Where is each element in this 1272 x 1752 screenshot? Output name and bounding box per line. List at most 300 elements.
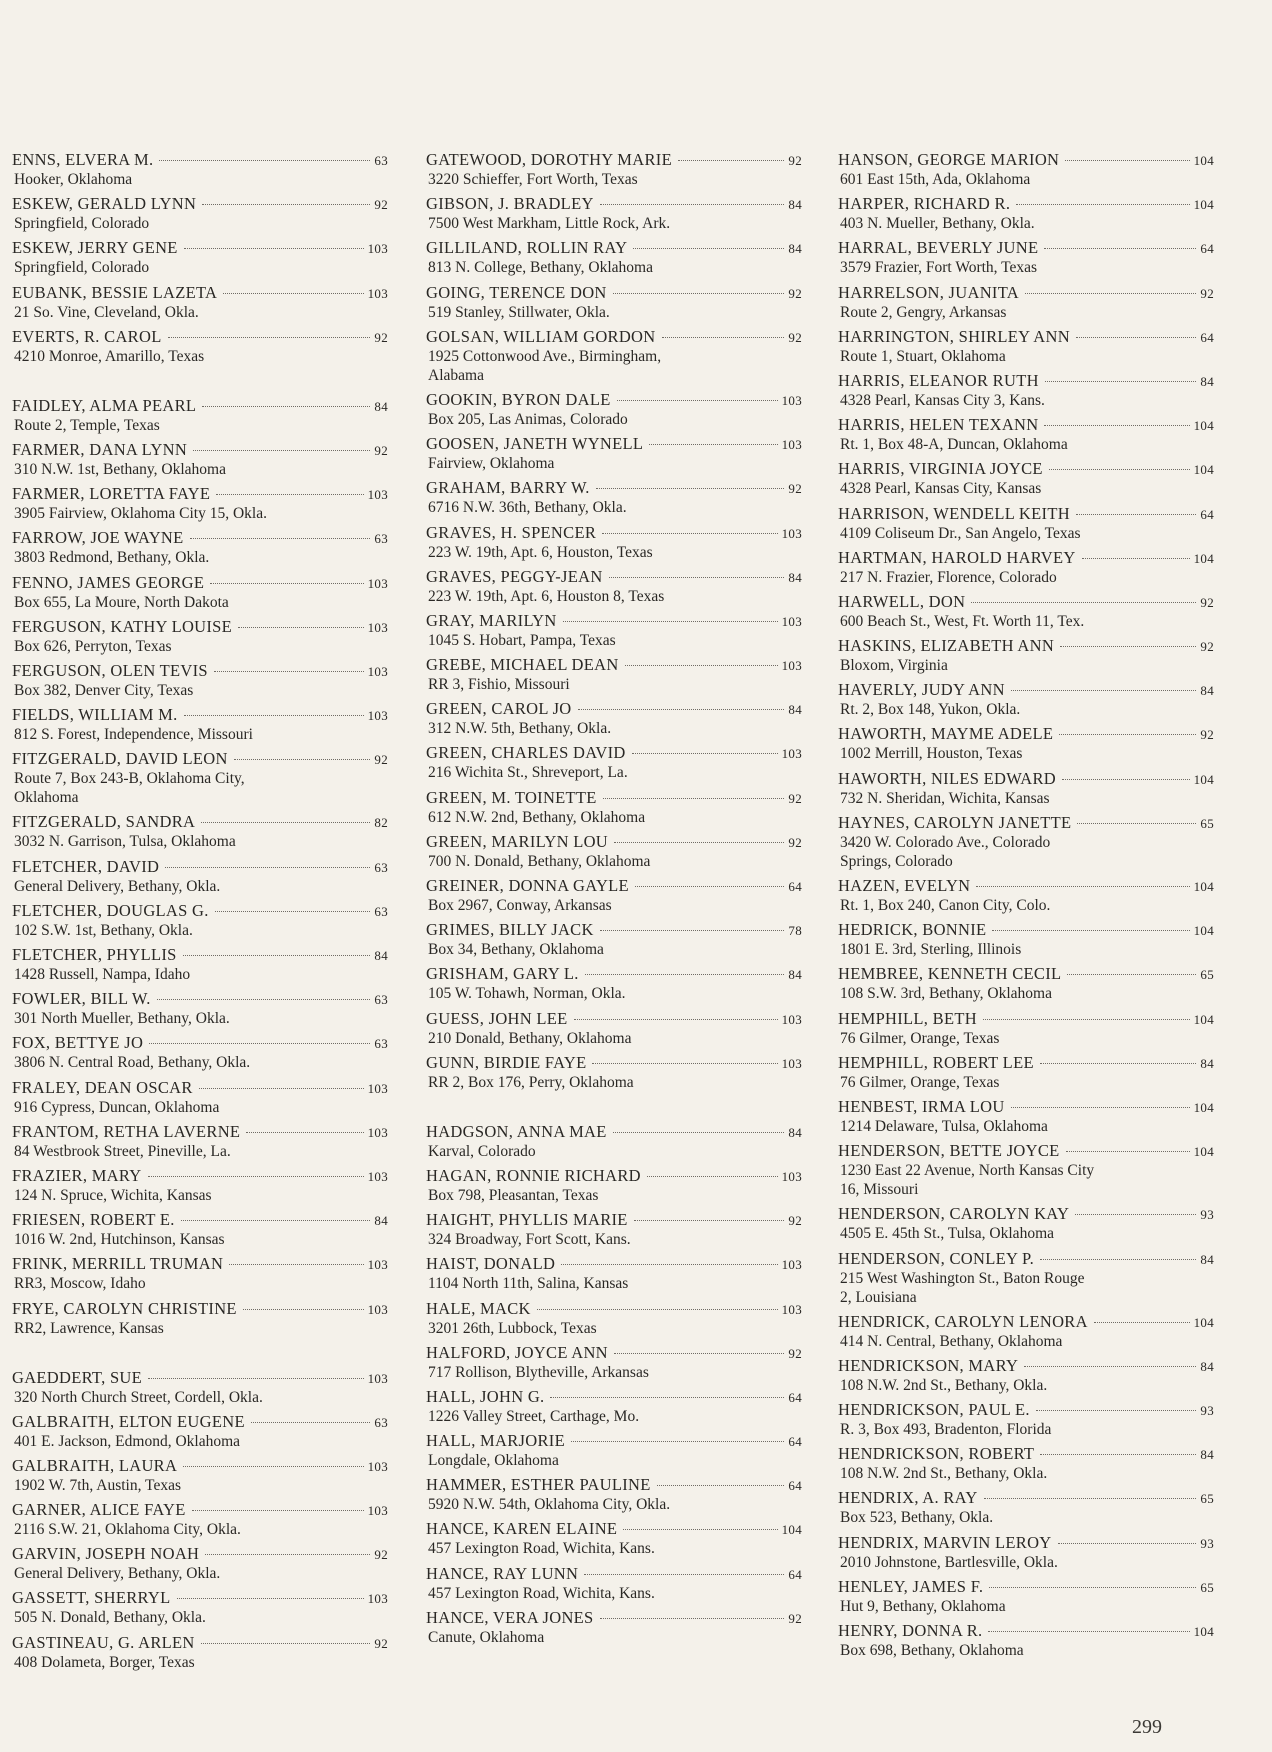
dot-leader bbox=[1094, 1322, 1190, 1323]
entry-heading bbox=[12, 1456, 388, 1476]
dot-leader bbox=[600, 930, 785, 931]
page-reference: 103 bbox=[367, 619, 388, 635]
directory-entry bbox=[12, 484, 388, 523]
directory-entry bbox=[838, 1053, 1214, 1092]
page-reference: 84 bbox=[1200, 1251, 1214, 1267]
entry-heading bbox=[426, 1166, 802, 1186]
dot-leader bbox=[984, 1498, 1197, 1499]
page-reference: 92 bbox=[374, 1635, 388, 1651]
entry-heading bbox=[426, 194, 802, 214]
address-line: 215 West Washington St., Baton Rouge bbox=[840, 1269, 1085, 1287]
dot-leader bbox=[205, 1554, 370, 1555]
entry-heading bbox=[12, 1500, 388, 1520]
entry-heading bbox=[838, 1444, 1214, 1464]
address-line: R. 3, Box 493, Bradenton, Florida bbox=[840, 1421, 1052, 1439]
page-reference: 103 bbox=[367, 285, 388, 301]
entry-heading bbox=[838, 1312, 1214, 1332]
entry-heading bbox=[12, 238, 388, 258]
page-reference: 103 bbox=[367, 1257, 388, 1273]
entry-heading bbox=[426, 1608, 802, 1628]
directory-entry bbox=[838, 964, 1214, 1003]
student-name: ESKEW, JERRY GENE bbox=[12, 238, 178, 258]
entry-heading bbox=[12, 1033, 388, 1053]
student-name: GALBRAITH, ELTON EUGENE bbox=[12, 1411, 245, 1431]
address-line: 916 Cypress, Duncan, Oklahoma bbox=[14, 1098, 220, 1116]
student-name: HAVERLY, JUDY ANN bbox=[838, 680, 1005, 700]
student-name: FITZGERALD, SANDRA bbox=[12, 812, 196, 832]
dot-leader bbox=[561, 1264, 777, 1265]
column-2 bbox=[426, 150, 802, 1652]
address-line: Route 7, Box 243-B, Oklahoma City, bbox=[14, 770, 245, 788]
page-reference: 84 bbox=[1200, 1358, 1214, 1374]
student-name: GARNER, ALICE FAYE bbox=[12, 1500, 186, 1520]
entry-heading bbox=[426, 1299, 802, 1319]
dot-leader bbox=[1045, 381, 1197, 382]
student-name: GOLSAN, WILLIAM GORDON bbox=[426, 326, 656, 346]
dot-leader bbox=[1062, 779, 1190, 780]
entry-heading bbox=[426, 390, 802, 410]
directory-entry bbox=[838, 1356, 1214, 1395]
dot-leader bbox=[634, 1220, 785, 1221]
dot-leader bbox=[183, 1466, 363, 1467]
address-line: 16, Missouri bbox=[840, 1181, 919, 1199]
directory-entry bbox=[12, 1122, 388, 1161]
entry-heading bbox=[426, 1564, 802, 1584]
dot-leader bbox=[1065, 160, 1189, 161]
student-name: FLETCHER, DOUGLAS G. bbox=[12, 900, 209, 920]
directory-entry bbox=[426, 1475, 802, 1514]
directory-entry bbox=[838, 724, 1214, 763]
entry-heading bbox=[12, 1633, 388, 1653]
student-name: HALFORD, JOYCE ANN bbox=[426, 1342, 608, 1362]
page-reference: 92 bbox=[788, 329, 802, 345]
page-reference: 92 bbox=[788, 1213, 802, 1229]
address-line: 408 Dolameta, Borger, Texas bbox=[14, 1653, 195, 1671]
student-name: GASTINEAU, G. ARLEN bbox=[12, 1632, 195, 1652]
address-line: Longdale, Oklahoma bbox=[428, 1452, 559, 1470]
address-line: Rt. 1, Box 240, Canon City, Colo. bbox=[840, 897, 1051, 914]
directory-entry bbox=[426, 1254, 802, 1293]
page-reference: 103 bbox=[781, 437, 802, 453]
directory-entry bbox=[12, 1412, 388, 1451]
dot-leader bbox=[1049, 469, 1190, 470]
entry-heading bbox=[838, 964, 1214, 984]
directory-entry bbox=[12, 1078, 388, 1117]
address-line: Springfield, Colorado bbox=[14, 259, 150, 277]
directory-entry bbox=[426, 390, 802, 429]
page-reference: 103 bbox=[367, 1591, 388, 1607]
dot-leader bbox=[1058, 1543, 1197, 1544]
page-reference: 84 bbox=[374, 398, 388, 414]
student-name: HENDRICKSON, MARY bbox=[838, 1355, 1019, 1375]
address-line: 4328 Pearl, Kansas City, Kansas bbox=[840, 480, 1042, 498]
address-line: 3905 Fairview, Oklahoma City 15, Okla. bbox=[14, 505, 267, 523]
address-line: 3420 W. Colorado Ave., Colorado bbox=[840, 833, 1051, 851]
directory-entry bbox=[12, 150, 388, 189]
page-reference: 92 bbox=[374, 329, 388, 345]
address-line: 105 W. Tohawh, Norman, Okla. bbox=[428, 985, 626, 1003]
dot-leader bbox=[988, 1631, 1189, 1632]
entry-heading bbox=[12, 661, 388, 681]
student-name: HAMMER, ESTHER PAULINE bbox=[426, 1475, 651, 1495]
student-name: HARRAL, BEVERLY JUNE bbox=[838, 238, 1039, 258]
directory-entry bbox=[426, 1122, 802, 1161]
dot-leader bbox=[1044, 248, 1196, 249]
page-reference: 84 bbox=[788, 197, 802, 213]
directory-entry bbox=[838, 592, 1214, 631]
address-line: Box 205, Las Animas, Colorado bbox=[428, 410, 628, 428]
entry-heading bbox=[838, 680, 1214, 700]
page-reference: 103 bbox=[781, 392, 802, 408]
student-name: FRINK, MERRILL TRUMAN bbox=[12, 1254, 224, 1274]
student-name: FIELDS, WILLIAM M. bbox=[12, 705, 178, 725]
page-reference: 103 bbox=[367, 1080, 388, 1096]
student-name: FOX, BETTYE JO bbox=[12, 1033, 144, 1053]
student-name: HARRELSON, JUANITA bbox=[838, 282, 1019, 302]
page-reference: 104 bbox=[1193, 923, 1214, 939]
student-name: HEMPHILL, BETH bbox=[838, 1008, 977, 1028]
directory-entry bbox=[426, 567, 802, 606]
directory-entry bbox=[12, 283, 388, 322]
entry-heading bbox=[426, 327, 802, 347]
page-reference: 92 bbox=[788, 1610, 802, 1626]
address-line: 1801 E. 3rd, Sterling, Illinois bbox=[840, 941, 1022, 959]
dot-leader bbox=[148, 1176, 364, 1177]
address-line: 4109 Coliseum Dr., San Angelo, Texas bbox=[840, 524, 1081, 542]
column-3 bbox=[838, 150, 1214, 1665]
directory-entry bbox=[426, 611, 802, 650]
address-line: 223 W. 19th, Apt. 6, Houston 8, Texas bbox=[428, 587, 665, 605]
dot-leader bbox=[633, 248, 784, 249]
page-reference: 64 bbox=[1200, 329, 1214, 345]
directory-entry bbox=[12, 857, 388, 896]
page-reference: 103 bbox=[367, 1124, 388, 1140]
address-line: Fairview, Oklahoma bbox=[428, 455, 555, 473]
dot-leader bbox=[1011, 1107, 1190, 1108]
entry-heading bbox=[12, 1166, 388, 1186]
student-name: EUBANK, BESSIE LAZETA bbox=[12, 282, 218, 302]
student-name: HARRIS, VIRGINIA JOYCE bbox=[838, 459, 1043, 479]
student-name: FRANTOM, RETHA LAVERNE bbox=[12, 1121, 241, 1141]
entry-heading bbox=[838, 1204, 1214, 1224]
address-line: 414 N. Central, Bethany, Oklahoma bbox=[840, 1332, 1063, 1350]
page-reference: 84 bbox=[788, 569, 802, 585]
student-name: GOING, TERENCE DON bbox=[426, 282, 607, 302]
dot-leader bbox=[657, 1485, 785, 1486]
directory-entry bbox=[838, 371, 1214, 410]
directory-entry bbox=[838, 1009, 1214, 1048]
dot-leader bbox=[1025, 293, 1196, 294]
address-line: RR3, Moscow, Idaho bbox=[14, 1275, 146, 1293]
page-reference: 63 bbox=[374, 992, 388, 1008]
page-reference: 103 bbox=[781, 658, 802, 674]
page-reference: 104 bbox=[1193, 418, 1214, 434]
directory-entry bbox=[838, 1488, 1214, 1527]
address-line: 717 Rollison, Blytheville, Arkansas bbox=[428, 1363, 649, 1381]
dot-leader bbox=[613, 1132, 785, 1133]
address-line: 3803 Redmond, Bethany, Okla. bbox=[14, 549, 210, 567]
dot-leader bbox=[600, 1618, 785, 1619]
directory-entry bbox=[838, 504, 1214, 543]
student-name: HENDERSON, BETTE JOYCE bbox=[838, 1141, 1060, 1161]
student-name: HEMPHILL, ROBERT LEE bbox=[838, 1052, 1034, 1072]
entry-heading bbox=[12, 1368, 388, 1388]
address-line: 2010 Johnstone, Bartlesville, Okla. bbox=[840, 1553, 1058, 1571]
address-line: 812 S. Forest, Independence, Missouri bbox=[14, 726, 253, 744]
address-line: 519 Stanley, Stillwater, Okla. bbox=[428, 303, 610, 321]
entry-heading bbox=[838, 1053, 1214, 1073]
page-reference: 64 bbox=[788, 1434, 802, 1450]
entry-heading bbox=[12, 1544, 388, 1564]
dot-leader bbox=[1040, 1454, 1196, 1455]
directory-entry bbox=[12, 238, 388, 277]
student-name: FARMER, LORETTA FAYE bbox=[12, 484, 211, 504]
page-reference: 104 bbox=[1193, 879, 1214, 894]
dot-leader bbox=[177, 1598, 364, 1599]
directory-entry bbox=[426, 238, 802, 277]
dot-leader bbox=[971, 602, 1196, 603]
address-line: Karval, Colorado bbox=[428, 1142, 536, 1160]
directory-entry bbox=[12, 1633, 388, 1672]
entry-heading bbox=[12, 1588, 388, 1608]
dot-leader bbox=[603, 798, 785, 799]
address-line: 1002 Merrill, Houston, Texas bbox=[840, 745, 1023, 763]
directory-entry bbox=[426, 1009, 802, 1048]
entry-heading bbox=[838, 1249, 1214, 1269]
page-reference: 103 bbox=[367, 487, 388, 503]
directory-entry bbox=[838, 150, 1214, 189]
address-line: 401 E. Jackson, Edmond, Oklahoma bbox=[14, 1432, 241, 1450]
dot-leader bbox=[662, 337, 785, 338]
dot-leader bbox=[613, 293, 785, 294]
address-line: 1104 North 11th, Salina, Kansas bbox=[428, 1275, 629, 1293]
page-reference: 63 bbox=[374, 153, 388, 168]
student-name: GAEDDERT, SUE bbox=[12, 1367, 143, 1387]
dot-leader bbox=[596, 488, 785, 489]
dot-leader bbox=[148, 1378, 364, 1379]
page-reference: 93 bbox=[1200, 1535, 1214, 1551]
page-reference: 84 bbox=[374, 1213, 388, 1229]
entry-heading bbox=[12, 749, 388, 769]
address-line: 7500 West Markham, Little Rock, Ark. bbox=[428, 215, 671, 233]
dot-leader bbox=[202, 204, 370, 205]
student-name: HENDRIX, A. RAY bbox=[838, 1488, 978, 1508]
dot-leader bbox=[243, 1309, 364, 1310]
entry-heading bbox=[838, 1621, 1214, 1641]
directory-entry bbox=[426, 1053, 802, 1092]
page-reference: 103 bbox=[781, 1301, 802, 1317]
page-reference: 63 bbox=[374, 531, 388, 547]
address-line: Box 523, Bethany, Okla. bbox=[840, 1509, 994, 1527]
entry-heading bbox=[838, 327, 1214, 347]
page-number: 299 bbox=[1132, 1716, 1162, 1738]
dot-leader bbox=[578, 709, 785, 710]
student-name: FRIESEN, ROBERT E. bbox=[12, 1210, 175, 1230]
page-reference: 92 bbox=[1200, 639, 1214, 655]
entry-heading bbox=[838, 1400, 1214, 1420]
directory-entry bbox=[12, 1368, 388, 1407]
entry-heading bbox=[426, 964, 802, 984]
address-line: General Delivery, Bethany, Okla. bbox=[14, 1565, 221, 1583]
directory-entry bbox=[426, 1608, 802, 1647]
student-name: HENDERSON, CAROLYN KAY bbox=[838, 1204, 1070, 1224]
address-line: 700 N. Donald, Bethany, Oklahoma bbox=[428, 852, 651, 870]
student-name: HAGAN, RONNIE RICHARD bbox=[426, 1165, 641, 1185]
directory-entry bbox=[12, 1588, 388, 1627]
dot-leader bbox=[1036, 1410, 1197, 1411]
address-line: Hut 9, Bethany, Oklahoma bbox=[840, 1597, 1006, 1615]
directory-entry bbox=[426, 1564, 802, 1603]
directory-entry bbox=[426, 655, 802, 694]
address-line: 223 W. 19th, Apt. 6, Houston, Texas bbox=[428, 543, 653, 561]
page-reference: 92 bbox=[788, 834, 802, 850]
student-name: HENLEY, JAMES F. bbox=[838, 1576, 984, 1596]
entry-heading bbox=[426, 1254, 802, 1274]
entry-heading bbox=[12, 1299, 388, 1319]
dot-leader bbox=[251, 1422, 371, 1423]
student-name: GUNN, BIRDIE FAYE bbox=[426, 1052, 587, 1072]
entry-heading bbox=[426, 699, 802, 719]
directory-entry bbox=[12, 989, 388, 1028]
directory-entry bbox=[838, 1312, 1214, 1351]
student-name: HAWORTH, NILES EDWARD bbox=[838, 768, 1057, 788]
address-line: 457 Lexington Road, Wichita, Kans. bbox=[428, 1540, 655, 1558]
address-line: 612 N.W. 2nd, Bethany, Oklahoma bbox=[428, 808, 646, 826]
page-reference: 93 bbox=[1200, 1403, 1214, 1419]
directory-entry bbox=[426, 1343, 802, 1382]
address-line: Alabama bbox=[428, 366, 484, 384]
address-line: 403 N. Mueller, Bethany, Okla. bbox=[840, 215, 1035, 233]
address-line: 1214 Delaware, Tulsa, Oklahoma bbox=[840, 1117, 1048, 1135]
address-line: 1902 W. 7th, Austin, Texas bbox=[14, 1476, 181, 1494]
address-line: 3201 26th, Lubbock, Texas bbox=[428, 1319, 597, 1337]
directory-entry bbox=[426, 1299, 802, 1338]
directory-entry bbox=[838, 1577, 1214, 1616]
student-name: GRAY, MARILYN bbox=[426, 610, 557, 630]
dot-leader bbox=[183, 955, 371, 956]
page-reference: 65 bbox=[1200, 1579, 1214, 1595]
dot-leader bbox=[602, 533, 777, 534]
directory-entry bbox=[426, 283, 802, 322]
entry-heading bbox=[838, 1488, 1214, 1508]
page-reference: 92 bbox=[374, 752, 388, 768]
directory-entry bbox=[838, 1400, 1214, 1439]
student-name: HENDERSON, CONLEY P. bbox=[838, 1248, 1035, 1268]
entry-heading bbox=[838, 1356, 1214, 1376]
directory-entry bbox=[426, 964, 802, 1003]
entry-heading bbox=[12, 1412, 388, 1432]
page-reference: 92 bbox=[374, 442, 388, 458]
address-line: 4505 E. 45th St., Tulsa, Oklahoma bbox=[840, 1225, 1055, 1243]
entry-heading bbox=[426, 876, 802, 896]
student-name: GREEN, MARILYN LOU bbox=[426, 831, 609, 851]
directory-entry bbox=[12, 705, 388, 744]
entry-heading bbox=[838, 920, 1214, 940]
address-line: 102 S.W. 1st, Bethany, Okla. bbox=[14, 921, 193, 939]
directory-entry bbox=[12, 1210, 388, 1249]
dot-leader bbox=[585, 974, 785, 975]
student-name: HENDRIX, MARVIN LEROY bbox=[838, 1532, 1052, 1552]
page-reference: 104 bbox=[1193, 197, 1214, 213]
entry-heading bbox=[12, 705, 388, 725]
student-name: HAYNES, CAROLYN JANETTE bbox=[838, 812, 1072, 832]
directory-entry bbox=[838, 636, 1214, 675]
directory-entry bbox=[838, 1097, 1214, 1136]
entry-heading bbox=[838, 592, 1214, 612]
student-name: GRAVES, PEGGY-JEAN bbox=[426, 566, 603, 586]
directory-entry bbox=[426, 743, 802, 782]
address-line: Hooker, Oklahoma bbox=[14, 171, 133, 188]
student-name: GREBE, MICHAEL DEAN bbox=[426, 655, 619, 675]
student-name: HAIGHT, PHYLLIS MARIE bbox=[426, 1210, 628, 1230]
address-line: Springfield, Colorado bbox=[14, 215, 150, 233]
entry-heading bbox=[12, 573, 388, 593]
student-name: HENDRICKSON, ROBERT bbox=[838, 1444, 1035, 1464]
entry-heading bbox=[426, 832, 802, 852]
address-line: 312 N.W. 5th, Bethany, Okla. bbox=[428, 720, 612, 738]
directory-entry bbox=[838, 680, 1214, 719]
page-reference: 64 bbox=[788, 1389, 802, 1405]
directory-entry bbox=[838, 1249, 1214, 1307]
student-name: ESKEW, GERALD LYNN bbox=[12, 194, 197, 214]
address-line: Route 2, Gengry, Arkansas bbox=[840, 303, 1007, 321]
page-reference: 92 bbox=[788, 481, 802, 497]
page-reference: 65 bbox=[1200, 1491, 1214, 1507]
page-reference: 103 bbox=[367, 708, 388, 724]
student-name: HAZEN, EVELYN bbox=[838, 876, 971, 895]
student-name: GRISHAM, GARY L. bbox=[426, 964, 579, 984]
student-name: HALL, JOHN G. bbox=[426, 1386, 545, 1406]
address-line: 2116 S.W. 21, Oklahoma City, Okla. bbox=[14, 1521, 241, 1539]
page-reference: 65 bbox=[1200, 815, 1214, 831]
page-reference: 63 bbox=[374, 1036, 388, 1052]
dot-leader bbox=[550, 1397, 784, 1398]
student-name: GASSETT, SHERRYL bbox=[12, 1588, 171, 1608]
column-1 bbox=[12, 150, 388, 1677]
student-name: FERGUSON, OLEN TEVIS bbox=[12, 660, 208, 680]
address-line: 210 Donald, Bethany, Oklahoma bbox=[428, 1029, 632, 1047]
directory-entry bbox=[838, 548, 1214, 587]
page-reference: 84 bbox=[374, 948, 388, 963]
address-line: 76 Gilmer, Orange, Texas bbox=[840, 1029, 1000, 1047]
student-name: GOOKIN, BYRON DALE bbox=[426, 389, 611, 409]
address-line: 601 East 15th, Ada, Oklahoma bbox=[840, 171, 1031, 188]
directory-entry bbox=[838, 415, 1214, 454]
student-name: HARTMAN, HAROLD HARVEY bbox=[838, 547, 1076, 567]
page-reference: 64 bbox=[788, 1478, 802, 1494]
dot-leader bbox=[1077, 823, 1196, 824]
dot-leader bbox=[609, 577, 785, 578]
directory-entry bbox=[426, 150, 802, 189]
address-line: 4210 Monroe, Amarillo, Texas bbox=[14, 347, 205, 365]
directory-entry bbox=[838, 194, 1214, 233]
entry-heading bbox=[12, 857, 388, 877]
page-reference: 64 bbox=[1200, 506, 1214, 522]
directory-entry bbox=[12, 945, 388, 984]
page-reference: 92 bbox=[788, 790, 802, 806]
dot-leader bbox=[181, 1220, 371, 1221]
dot-leader bbox=[202, 406, 370, 407]
page-reference: 104 bbox=[1193, 1011, 1214, 1027]
entry-heading bbox=[426, 283, 802, 303]
address-line: Rt. 2, Box 148, Yukon, Okla. bbox=[840, 701, 1021, 719]
student-name: HANCE, VERA JONES bbox=[426, 1607, 594, 1627]
address-line: 21 So. Vine, Cleveland, Okla. bbox=[14, 303, 199, 321]
directory-entry bbox=[12, 194, 388, 233]
page-reference: 103 bbox=[781, 525, 802, 541]
page-reference: 103 bbox=[781, 1257, 802, 1273]
dot-leader bbox=[246, 1132, 363, 1133]
